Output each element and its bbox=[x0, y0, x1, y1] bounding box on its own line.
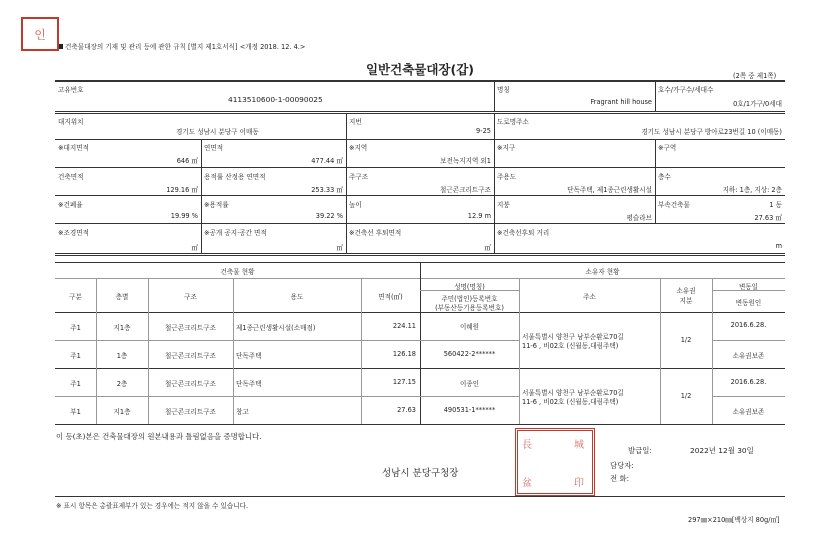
main-use-label: 주용도 bbox=[497, 173, 517, 181]
row-floor: 지1층 bbox=[113, 408, 131, 416]
setback-area-value: ㎡ bbox=[484, 244, 491, 252]
floors-label: 층수 bbox=[658, 173, 671, 181]
units-label: 호수/가구수/세대수 bbox=[658, 86, 714, 94]
owner-id: 560422-2****** bbox=[443, 350, 496, 358]
land-area-value: 646 ㎡ bbox=[176, 157, 198, 165]
roof-label: 지붕 bbox=[497, 201, 510, 209]
owner-change-date: 2016.6.28. bbox=[730, 321, 767, 329]
header-floor: 층별 bbox=[115, 293, 129, 301]
far-area-label: 용적률 산정용 연면적 bbox=[204, 173, 266, 181]
staff-label: 담당자: bbox=[610, 461, 634, 470]
owner-address-line2: 11-6 , 비02호 (신월동,대림주택) bbox=[522, 398, 619, 406]
unique-no-label: 고유번호 bbox=[58, 86, 84, 94]
row-structure: 철근콘크리트구조 bbox=[165, 324, 216, 332]
site-value: 경기도 성남시 분당구 이매동 bbox=[176, 128, 259, 136]
main-use-value: 단독주택, 제1종근린생활시설 bbox=[567, 186, 652, 194]
bcr-value: 19.99 % bbox=[170, 212, 198, 220]
header-owner-name: 성명(명칭) bbox=[454, 283, 485, 291]
header-owner-id: 주민(법인)등록번호 bbox=[441, 295, 498, 303]
road-address-value: 경기도 성남시 분당구 방아로23번길 10 (이매동) bbox=[641, 128, 782, 136]
setback-distance-label: ※건축선후퇴 거리 bbox=[497, 229, 550, 237]
roof-value: 평슬라브 bbox=[626, 214, 652, 222]
site-label: 대지위치 bbox=[58, 118, 84, 126]
certification-text: 이 등(초)본은 건축물대장의 원본내용과 틀림없음을 증명합니다. bbox=[56, 432, 262, 441]
building-area-value: 129.16 ㎡ bbox=[166, 186, 198, 194]
row-use: 단독주택 bbox=[236, 380, 262, 388]
row-kind: 주1 bbox=[70, 324, 81, 332]
main-structure-value: 철근콘크리트구조 bbox=[440, 186, 491, 194]
row-area: 224.11 bbox=[392, 322, 416, 330]
seal-char: 인 bbox=[34, 27, 46, 42]
row-floor: 1층 bbox=[116, 352, 128, 360]
issue-date-label: 발급일: bbox=[628, 446, 652, 455]
header-change-reason: 변동원인 bbox=[735, 299, 762, 307]
row-use: 단독주택 bbox=[236, 352, 262, 360]
issuer-name: 성남시 분당구청장 bbox=[382, 468, 459, 479]
annex-count: 1 동 bbox=[769, 201, 782, 209]
issue-date: 2022년 12월 30일 bbox=[690, 446, 754, 455]
owner-address-line1: 서울특별시 양천구 남부순환로70길 bbox=[522, 333, 624, 341]
row-kind: 부1 bbox=[70, 408, 81, 416]
far-value: 39.22 % bbox=[315, 212, 343, 220]
road-address-label: 도로명주소 bbox=[497, 118, 529, 126]
building-name-value: Fragrant hill house bbox=[590, 98, 652, 106]
owner-change-date: 2016.6.28. bbox=[730, 378, 767, 386]
unique-no-value: 4113510600-1-00090025 bbox=[228, 95, 323, 104]
row-use: 창고 bbox=[236, 408, 249, 416]
paper-size: 297㎜×210㎜[백상지 80g/㎡] bbox=[688, 516, 780, 524]
lot-label: 지번 bbox=[349, 118, 362, 126]
row-kind: 주1 bbox=[70, 380, 81, 388]
row-structure: 철근콘크리트구조 bbox=[165, 352, 216, 360]
document-title: 일반건축물대장(갑) bbox=[365, 62, 475, 77]
row-area: 127.15 bbox=[392, 378, 416, 386]
floors-value: 지하: 1층, 지상: 2층 bbox=[722, 186, 782, 194]
owner-change-reason: 소유권보존 bbox=[732, 352, 765, 360]
header-change-date: 변동일 bbox=[738, 283, 759, 291]
setback-distance-value: m bbox=[775, 242, 782, 250]
landscape-value: ㎡ bbox=[191, 244, 198, 252]
owner-id: 490531-1****** bbox=[443, 406, 496, 414]
header-use: 용도 bbox=[290, 293, 304, 301]
phone-label: 전 화: bbox=[610, 474, 630, 483]
main-structure-label: 주구조 bbox=[349, 173, 369, 181]
landscape-label: ※조경면적 bbox=[58, 229, 90, 237]
far-label: ※용적률 bbox=[204, 201, 229, 209]
zone-value: 보전녹지지역 외1 bbox=[440, 157, 491, 165]
row-structure: 철근콘크리트구조 bbox=[165, 380, 216, 388]
row-use: 제1종근린생활시설(소매점) bbox=[236, 324, 316, 332]
owner-share: 1/2 bbox=[680, 336, 692, 344]
setback-area-label: ※건축선 후퇴면적 bbox=[349, 229, 402, 237]
row-area: 126.18 bbox=[392, 350, 416, 358]
owner-address-line1: 서울특별시 양천구 남부순환로70길 bbox=[522, 389, 624, 397]
building-name-label: 명칭 bbox=[497, 86, 510, 94]
owner-share: 1/2 bbox=[680, 392, 692, 400]
owner-name: 이종인 bbox=[459, 380, 480, 388]
bcr-label: ※건폐율 bbox=[58, 201, 83, 209]
owner-status-title: 소유자 현황 bbox=[585, 268, 620, 276]
form-reference-note: 건축물대장의 기재 및 관리 등에 관한 규칙 [별지 제1호서식] <개정 2018. 12. 4.> bbox=[58, 41, 305, 51]
floor-area-value: 477.44 ㎡ bbox=[311, 157, 343, 165]
footnote: ※ 표시 항목은 총괄표제부가 있는 경우에는 적지 않을 수 있습니다. bbox=[56, 502, 249, 510]
district-label: ※지구 bbox=[497, 144, 516, 152]
owner-change-reason: 소유권보존 bbox=[732, 408, 765, 416]
header-structure: 구조 bbox=[184, 293, 197, 301]
row-structure: 철근콘크리트구조 bbox=[165, 408, 216, 416]
header-share-sub: 지분 bbox=[679, 297, 693, 305]
annex-label: 부속건축물 bbox=[658, 201, 690, 209]
area-zone-label: ※구역 bbox=[658, 144, 677, 152]
owner-name: 이혜원 bbox=[459, 323, 480, 331]
row-kind: 주1 bbox=[70, 352, 81, 360]
height-label: 높이 bbox=[349, 201, 362, 209]
building-status-title: 건축물 현황 bbox=[220, 268, 255, 276]
row-floor: 2층 bbox=[116, 380, 128, 388]
open-space-label: ※공개 공지·공간 면적 bbox=[204, 229, 267, 237]
height-value: 12.9 m bbox=[467, 212, 491, 220]
header-kind: 구분 bbox=[69, 293, 82, 301]
owner-address-line2: 11-6 , 비02호 (신월동,대림주택) bbox=[522, 342, 619, 350]
units-value: 0호/1가구/0세대 bbox=[733, 100, 782, 108]
header-address: 주소 bbox=[583, 293, 596, 301]
zone-label: ※지역 bbox=[349, 144, 368, 152]
header-area: 면적(㎡) bbox=[378, 293, 403, 301]
far-area-value: 253.33 ㎡ bbox=[311, 186, 343, 194]
open-space-value: ㎡ bbox=[336, 244, 343, 252]
annex-area: 27.63 ㎡ bbox=[754, 214, 782, 222]
header-share: 소유권 bbox=[676, 287, 696, 295]
land-area-label: ※대지면적 bbox=[58, 144, 90, 152]
building-area-label: 건축면적 bbox=[58, 173, 84, 181]
row-area: 27.63 bbox=[397, 406, 416, 414]
page-indicator: (2쪽 중 제1쪽) bbox=[733, 72, 777, 80]
lot-value: 9-25 bbox=[476, 127, 491, 135]
floor-area-label: 연면적 bbox=[204, 144, 224, 152]
header-owner-id-sub: (부동산등기용등록번호) bbox=[435, 304, 504, 312]
row-floor: 지1층 bbox=[113, 324, 131, 332]
